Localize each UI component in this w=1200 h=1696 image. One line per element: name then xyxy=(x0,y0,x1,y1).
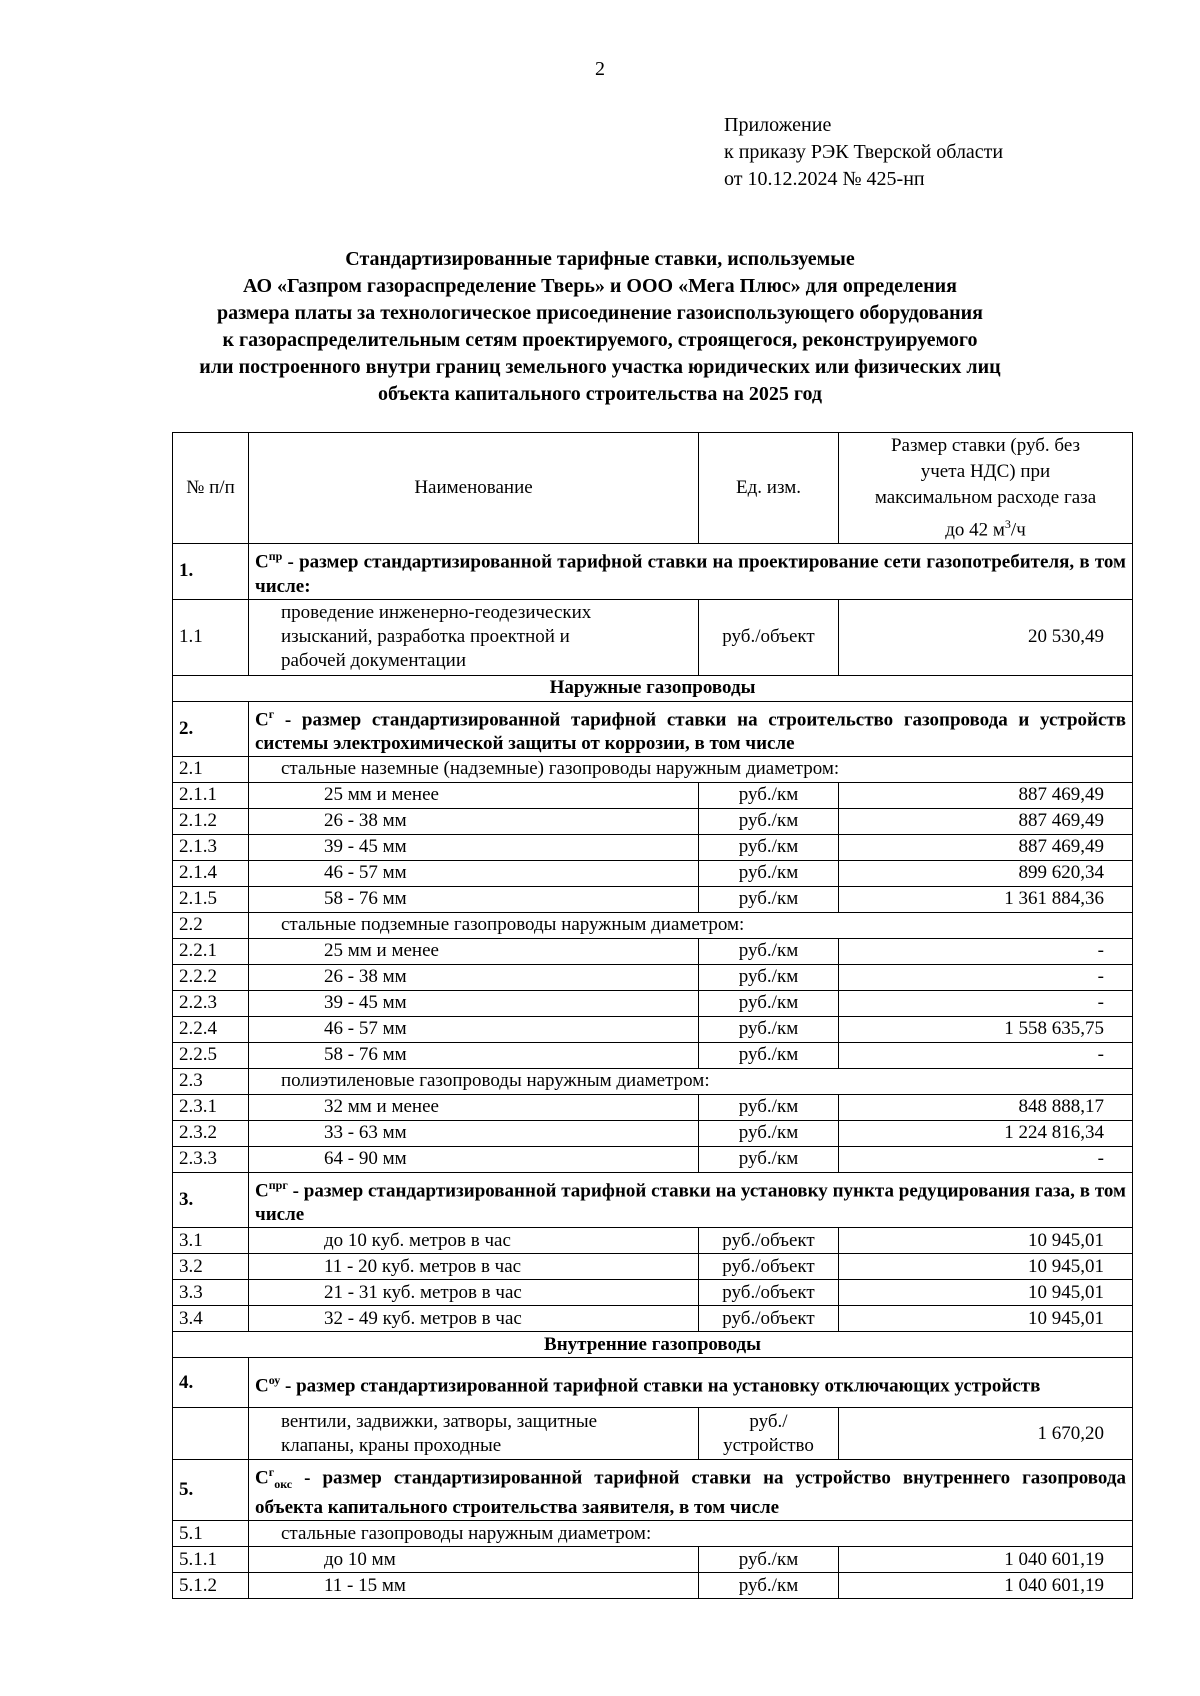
header-value-line: учета НДС) при xyxy=(920,461,1051,482)
row-value: - xyxy=(839,1146,1133,1172)
row-unit: руб./км xyxy=(699,1547,839,1573)
rate-symbol: С xyxy=(255,1467,269,1489)
row-value: 10 945,01 xyxy=(839,1280,1133,1306)
row-value: 887 469,49 xyxy=(839,782,1133,808)
header-value xyxy=(839,433,1133,544)
section-text xyxy=(249,544,1133,599)
row-num: 2.2.2 xyxy=(173,964,249,990)
subsection-name: стальные газопроводы наружным диаметром: xyxy=(249,1521,1133,1547)
section-description: - размер стандартизированной тарифной ставки на устройство внутреннего газопровода объекта капитального строительства заявителя, в том числе xyxy=(255,1467,1126,1519)
row-num: 2.2.3 xyxy=(173,990,249,1016)
rate-symbol-sup: пр xyxy=(268,549,283,564)
title-line: размера платы за технологическое присоединение газоиспользующего оборудования xyxy=(217,302,983,324)
row-name: 64 - 90 мм xyxy=(249,1146,699,1172)
row-name: 39 - 45 мм xyxy=(249,990,699,1016)
table-row xyxy=(173,599,1133,675)
row-value: 848 888,17 xyxy=(839,1094,1133,1120)
row-value: 10 945,01 xyxy=(839,1228,1133,1254)
row-name xyxy=(249,599,699,675)
title-line: АО «Газпром газораспределение Тверь» и ООО «Мега Плюс» для определения xyxy=(243,275,957,297)
row-num: 2.3.3 xyxy=(173,1146,249,1172)
table-row xyxy=(173,1573,1133,1599)
table-row xyxy=(173,1280,1133,1306)
rate-symbol-sup: оу xyxy=(268,1372,281,1387)
row-unit: руб./км xyxy=(699,990,839,1016)
row-name: 39 - 45 мм xyxy=(249,834,699,860)
row-value: 887 469,49 xyxy=(839,808,1133,834)
table-row xyxy=(173,1120,1133,1146)
band-row-inner xyxy=(173,1332,1133,1358)
row-name: 46 - 57 мм xyxy=(249,1016,699,1042)
table-header-row xyxy=(173,433,1133,544)
row-num: 2.1.1 xyxy=(173,782,249,808)
row-unit: руб./км xyxy=(699,1016,839,1042)
rate-symbol: С xyxy=(255,708,269,730)
table-row xyxy=(173,1547,1133,1573)
subsection-row xyxy=(173,1521,1133,1547)
row-name: 58 - 76 мм xyxy=(249,886,699,912)
row-num: 2.3 xyxy=(173,1068,249,1094)
appendix-line-1: Приложение xyxy=(724,114,832,136)
document-title xyxy=(100,246,1100,408)
section-row-3 xyxy=(173,1172,1133,1227)
row-name: 26 - 38 мм xyxy=(249,964,699,990)
section-num: 5. xyxy=(173,1460,249,1521)
table-row xyxy=(173,990,1133,1016)
row-value: 899 620,34 xyxy=(839,860,1133,886)
row-unit: руб./объект xyxy=(699,1228,839,1254)
table-row xyxy=(173,1306,1133,1332)
section-row-5 xyxy=(173,1460,1133,1521)
row-value: 1 361 884,36 xyxy=(839,886,1133,912)
section-num: 3. xyxy=(173,1172,249,1227)
row-unit: руб./км xyxy=(699,886,839,912)
row-name: 32 - 49 куб. метров в час xyxy=(249,1306,699,1332)
row-name: 32 мм и менее xyxy=(249,1094,699,1120)
row-num: 2.1.5 xyxy=(173,886,249,912)
row-num: 2.2 xyxy=(173,912,249,938)
row-unit: руб./км xyxy=(699,834,839,860)
band-heading: Внутренние газопроводы xyxy=(173,1332,1133,1358)
row-num: 3.1 xyxy=(173,1228,249,1254)
row-value: 887 469,49 xyxy=(839,834,1133,860)
section-description: - размер стандартизированной тарифной ставки на установку отключающих устройств xyxy=(280,1374,1041,1396)
section-text xyxy=(249,1358,1133,1408)
row-value: 20 530,49 xyxy=(839,599,1133,675)
table-row xyxy=(173,1094,1133,1120)
rate-symbol-sup: г xyxy=(268,1465,275,1480)
section-num: 1. xyxy=(173,544,249,599)
row-name: 26 - 38 мм xyxy=(249,808,699,834)
row-num xyxy=(173,1408,249,1460)
row-value: 1 558 635,75 xyxy=(839,1016,1133,1042)
row-value: 10 945,01 xyxy=(839,1306,1133,1332)
row-unit-line: устройство xyxy=(723,1434,814,1456)
row-num: 2.1.2 xyxy=(173,808,249,834)
row-value: 1 224 816,34 xyxy=(839,1120,1133,1146)
row-unit-line: руб./ xyxy=(749,1410,788,1432)
row-name: до 10 мм xyxy=(249,1547,699,1573)
title-line: Стандартизированные тарифные ставки, используемые xyxy=(345,248,855,270)
row-name-line: рабочей документации xyxy=(281,650,466,672)
page-number: 2 xyxy=(595,58,605,80)
row-value: - xyxy=(839,964,1133,990)
table-row xyxy=(173,860,1133,886)
row-name: 58 - 76 мм xyxy=(249,1042,699,1068)
rate-symbol: С xyxy=(255,1180,269,1202)
section-num: 2. xyxy=(173,701,249,756)
table-row xyxy=(173,808,1133,834)
row-num: 3.4 xyxy=(173,1306,249,1332)
band-row-outer xyxy=(173,675,1133,701)
subsection-name: полиэтиленовые газопроводы наружным диаметром: xyxy=(249,1068,1133,1094)
row-unit: руб./км xyxy=(699,1120,839,1146)
title-line: к газораспределительным сетям проектируемого, строящегося, реконструируемого xyxy=(222,329,978,351)
table-row xyxy=(173,1254,1133,1280)
table-row xyxy=(173,964,1133,990)
row-num: 2.1 xyxy=(173,756,249,782)
subsection-name: стальные подземные газопроводы наружным диаметром: xyxy=(249,912,1133,938)
section-row-4 xyxy=(173,1358,1133,1408)
row-value: 1 040 601,19 xyxy=(839,1573,1133,1599)
header-value-line: /ч xyxy=(1010,519,1026,541)
row-value: 10 945,01 xyxy=(839,1254,1133,1280)
row-unit: руб./км xyxy=(699,938,839,964)
row-name-line: изысканий, разработка проектной и xyxy=(281,626,570,648)
appendix-reference xyxy=(724,112,1003,193)
subsection-row xyxy=(173,912,1133,938)
subsection-row xyxy=(173,756,1133,782)
table-row xyxy=(173,1408,1133,1460)
row-unit: руб./км xyxy=(699,1573,839,1599)
table-row xyxy=(173,938,1133,964)
row-num: 5.1.1 xyxy=(173,1547,249,1573)
section-num: 4. xyxy=(173,1358,249,1408)
row-name: 33 - 63 мм xyxy=(249,1120,699,1146)
header-value-sup: 3 xyxy=(1004,517,1011,531)
header-value-line: максимальном расходе газа xyxy=(874,487,1097,508)
row-unit: руб./объект xyxy=(699,599,839,675)
rate-symbol-sup: прг xyxy=(268,1177,288,1192)
row-num: 3.3 xyxy=(173,1280,249,1306)
rate-symbol: С xyxy=(255,551,269,573)
row-value: - xyxy=(839,938,1133,964)
row-unit: руб./объект xyxy=(699,1306,839,1332)
row-name: 21 - 31 куб. метров в час xyxy=(249,1280,699,1306)
section-text xyxy=(249,1460,1133,1521)
table-row xyxy=(173,782,1133,808)
row-value: 1 040 601,19 xyxy=(839,1547,1133,1573)
table-row xyxy=(173,1228,1133,1254)
row-value: 1 670,20 xyxy=(839,1408,1133,1460)
band-heading: Наружные газопроводы xyxy=(173,675,1133,701)
row-name: 11 - 20 куб. метров в час xyxy=(249,1254,699,1280)
row-num: 2.3.1 xyxy=(173,1094,249,1120)
table-row xyxy=(173,1146,1133,1172)
row-unit: руб./км xyxy=(699,1094,839,1120)
row-unit: руб./объект xyxy=(699,1280,839,1306)
section-text xyxy=(249,1172,1133,1227)
header-value-line: до 42 м xyxy=(945,519,1005,541)
row-num: 2.2.4 xyxy=(173,1016,249,1042)
row-name-line: проведение инженерно-геодезических xyxy=(281,602,592,624)
appendix-line-2: к приказу РЭК Тверской области xyxy=(724,141,1004,163)
row-num: 2.2.5 xyxy=(173,1042,249,1068)
subsection-row xyxy=(173,1068,1133,1094)
row-value: - xyxy=(839,990,1133,1016)
header-num: № п/п xyxy=(173,433,249,544)
table-row xyxy=(173,1016,1133,1042)
row-name xyxy=(249,1408,699,1460)
header-name: Наименование xyxy=(249,433,699,544)
row-unit: руб./км xyxy=(699,782,839,808)
section-row-1 xyxy=(173,544,1133,599)
header-unit: Ед. изм. xyxy=(699,433,839,544)
rate-symbol: С xyxy=(255,1374,269,1396)
rate-symbol-sup: г xyxy=(268,706,275,721)
section-text xyxy=(249,701,1133,756)
rate-symbol-sub: окс xyxy=(274,1477,293,1492)
row-unit: руб./объект xyxy=(699,1254,839,1280)
section-description: - размер стандартизированной тарифной ставки на проектирование сети газопотребителя, в том числе: xyxy=(255,551,1126,597)
row-unit xyxy=(699,1408,839,1460)
section-row-2 xyxy=(173,701,1133,756)
title-line: или построенного внутри границ земельного участка юридических или физических лиц xyxy=(199,356,1001,378)
row-name: 25 мм и менее xyxy=(249,938,699,964)
row-num: 2.1.4 xyxy=(173,860,249,886)
header-value-line: Размер ставки (руб. без xyxy=(890,435,1081,456)
section-description: - размер стандартизированной тарифной ставки на установку пункта редуцирования газа, в том числе xyxy=(255,1180,1126,1226)
table-row xyxy=(173,1042,1133,1068)
table-row xyxy=(173,834,1133,860)
row-name-line: клапаны, краны проходные xyxy=(281,1434,502,1456)
row-num: 2.3.2 xyxy=(173,1120,249,1146)
row-unit: руб./км xyxy=(699,964,839,990)
row-name: 25 мм и менее xyxy=(249,782,699,808)
row-num: 3.2 xyxy=(173,1254,249,1280)
row-unit: руб./км xyxy=(699,808,839,834)
table-row xyxy=(173,886,1133,912)
subsection-name: стальные наземные (надземные) газопроводы наружным диаметром: xyxy=(249,756,1133,782)
title-line: объекта капитального строительства на 2025 год xyxy=(377,383,823,405)
row-name: 46 - 57 мм xyxy=(249,860,699,886)
row-unit: руб./км xyxy=(699,1146,839,1172)
row-num: 2.2.1 xyxy=(173,938,249,964)
row-num: 2.1.3 xyxy=(173,834,249,860)
row-unit: руб./км xyxy=(699,1042,839,1068)
row-unit: руб./км xyxy=(699,860,839,886)
section-description: - размер стандартизированной тарифной ставки на строительство газопровода и устройств системы электрохимической защиты от коррозии, в том числе xyxy=(255,708,1126,754)
row-value: - xyxy=(839,1042,1133,1068)
tariff-rates-table xyxy=(172,432,1133,1599)
row-name: до 10 куб. метров в час xyxy=(249,1228,699,1254)
row-name: 11 - 15 мм xyxy=(249,1573,699,1599)
row-name-line: вентили, задвижки, затворы, защитные xyxy=(281,1410,598,1432)
row-num: 5.1.2 xyxy=(173,1573,249,1599)
row-num: 5.1 xyxy=(173,1521,249,1547)
row-num: 1.1 xyxy=(173,599,249,675)
appendix-line-3: от 10.12.2024 № 425-нп xyxy=(724,168,925,190)
